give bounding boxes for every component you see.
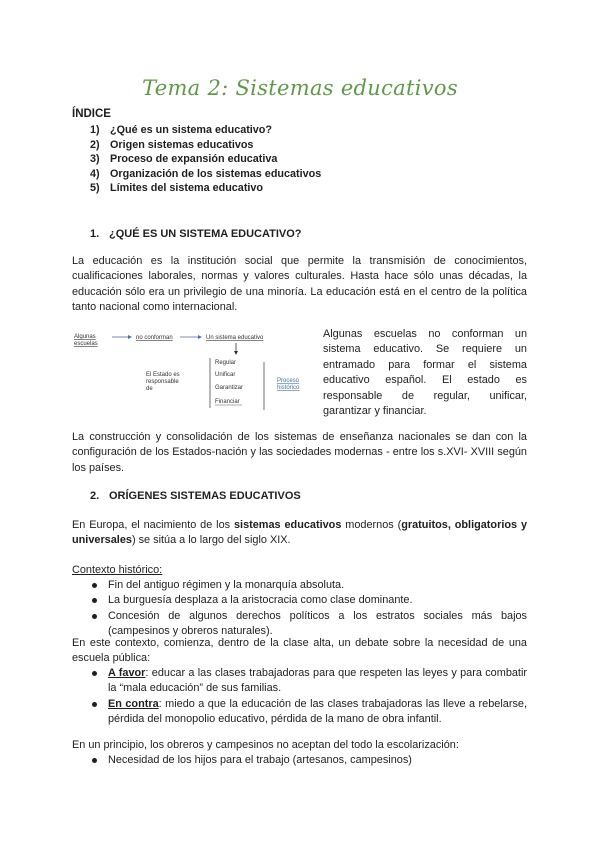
diagram-arrowhead [128, 335, 132, 339]
section-1-paragraph-2: La construcción y consolidación de los sistemas de enseñanza nacionales se dan con la configuración de los Estados-nación y las sociedades modernas - entre los s.XVI- XVIII según los países. [72, 431, 527, 474]
index-item: 5) Límites del sistema educativo [90, 182, 264, 195]
index-item: 1) ¿Qué es un sistema educativo? [90, 124, 273, 136]
section-1-heading: 1. ¿QUÉ ES UN SISTEMA EDUCATIVO? [90, 228, 302, 240]
diagram-verb-garantizar: Garantizar [215, 385, 244, 391]
diagram-label-algunas: Algunas [74, 334, 96, 340]
section-2-intro: En Europa, el nacimiento de los sistemas educativos modernos (gratuitos, obligatorios y universales) se sitúa a lo largo del siglo XIX. [72, 519, 527, 547]
workers-paragraph: En un principio, los obreros y campesinos no aceptan del todo la escolarización: [72, 739, 459, 751]
diagram-description: Algunas escuelas no conforman un sistema educativo. Se requiere un entramado para formar el sistema educativo español. El estado es responsable de regular, unificar, garantizar y financiar. [323, 328, 527, 418]
diagram-arrowhead [234, 351, 238, 355]
section-2-heading: 2. ORÍGENES SISTEMAS EDUCATIVOS [90, 490, 301, 502]
diagram-label-sistema: Un sistema educativo [206, 335, 264, 341]
debate-list [90, 666, 527, 728]
diagram-label-proceso: Proceso [277, 378, 300, 384]
diagram-label-estado: El Estado es [146, 372, 180, 378]
diagram-verb-regular: Regular [215, 360, 237, 366]
diagram-arrowhead [198, 335, 202, 339]
list-item: En contra: miedo a que la educación de las clases trabajadoras las lleve a rebelarse, pérdida del monopolio educativo, pérdida de la mano de obra infantil. [90, 697, 527, 728]
index-list [90, 123, 321, 196]
education-system-diagram [72, 328, 318, 414]
diagram-label-escuelas: escuelas [74, 341, 98, 347]
section-1-paragraph: La educación es la institución social que permite la transmisión de conocimientos, cualificaciones laborales, normas y valores culturales. Hasta hace sólo unas décadas, la educación sólo era un privilegio de una minoría. La educación está en el centro de la política tanto nacional como internacional. [72, 255, 527, 314]
diagram-label-historico: histórico [277, 385, 300, 391]
context-label: Contexto histórico: [72, 564, 163, 576]
index-item: 2) Origen sistemas educativos [90, 138, 254, 151]
list-item: A favor: educar a las clases trabajadoras para que respeten las leyes y para combatir la “mala educación” de sus familias. [90, 666, 527, 697]
list-item: La burguesía desplaza a la aristocracia como clase dominante. [90, 593, 527, 608]
document-title: Tema 2: Sistemas educativos [142, 76, 458, 100]
diagram-label-responsable: responsable [146, 379, 179, 385]
diagram-verb-financiar: Financiar [215, 399, 240, 405]
diagram-label-no-conforman: no conforman [136, 335, 173, 341]
index-item: 4) Organización de los sistemas educativos [90, 167, 322, 180]
diagram-label-de: de [146, 386, 153, 392]
workers-list [90, 753, 527, 768]
list-item: Concesión de algunos derechos políticos a los estratos sociales más bajos (campesinos y obreros naturales). [90, 609, 527, 640]
list-item: Fin del antiguo régimen y la monarquía absoluta. [90, 578, 527, 593]
debate-paragraph: En este contexto, comienza, dentro de la clase alta, un debate sobre la necesidad de una escuela pública: [72, 637, 527, 665]
context-list [90, 578, 527, 640]
index-heading: ÍNDICE [72, 108, 111, 120]
diagram-verb-unificar: Unificar [215, 372, 236, 378]
index-item: 3) Proceso de expansión educativa [90, 153, 278, 166]
list-item: Necesidad de los hijos para el trabajo (artesanos, campesinos) [90, 753, 527, 768]
